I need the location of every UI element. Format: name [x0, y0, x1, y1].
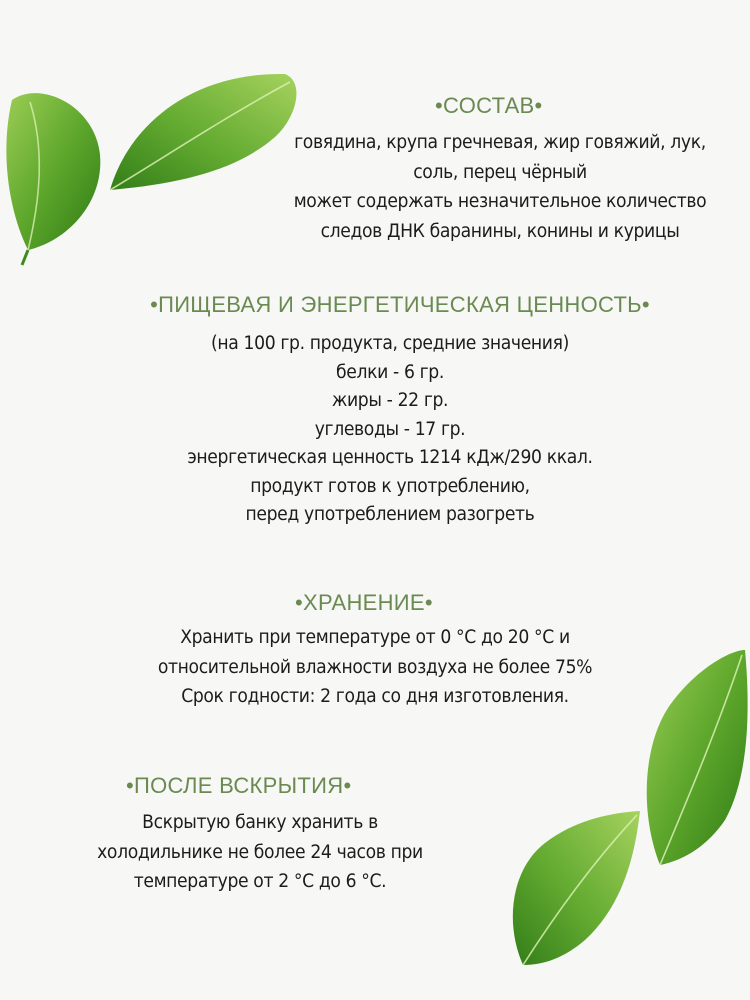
composition-line: следов ДНК баранины, конины и курицы	[320, 220, 680, 242]
composition-text	[255, 128, 745, 246]
composition-line: говядина, крупа гречневая, жир говяжий, лук,	[294, 132, 706, 153]
after-opening-line: холодильнике не более 24 часов при	[97, 841, 423, 863]
nutrition-text	[140, 330, 640, 530]
composition-line: может содержать незначительное количество	[293, 191, 707, 212]
leaf-icon	[640, 645, 750, 870]
nutrition-line: продукт готов к употреблению,	[250, 475, 530, 497]
composition-heading: •СОСТАВ•	[435, 93, 543, 118]
storage-line: относительной влажности воздуха не более 75%	[157, 656, 593, 678]
nutrition-line: энергетическая ценность 1214 кДж/290 ккал.	[187, 447, 593, 468]
after-opening-text	[50, 808, 470, 897]
nutrition-line: углеводы - 17 гр.	[314, 418, 466, 440]
after-opening-heading: •ПОСЛЕ ВСКРЫТИЯ•	[126, 773, 352, 798]
nutrition-heading: •ПИЩЕВАЯ И ЭНЕРГЕТИЧЕСКАЯ ЦЕННОСТЬ•	[150, 292, 650, 317]
storage-text	[120, 623, 630, 712]
storage-heading: •ХРАНЕНИЕ•	[295, 590, 433, 615]
leaf-icon	[0, 80, 110, 270]
nutrition-line: жиры - 22 гр.	[331, 390, 449, 411]
composition-line: соль, перец чёрный	[413, 161, 587, 183]
nutrition-line: (на 100 гр. продукта, средние значения)	[211, 333, 569, 354]
nutrition-line: белки - 6 гр.	[336, 361, 444, 383]
leaf-icon	[505, 805, 645, 970]
storage-line: Хранить при температуре от 0 °C до 20 °C и	[180, 627, 570, 648]
after-opening-line: Вскрытую банку хранить в	[142, 812, 378, 833]
nutrition-line: перед употреблением разогреть	[245, 504, 535, 525]
after-opening-line: температуре от 2 °C до 6 °C.	[133, 871, 387, 892]
storage-line: Срок годности: 2 года со дня изготовления.	[181, 686, 569, 707]
